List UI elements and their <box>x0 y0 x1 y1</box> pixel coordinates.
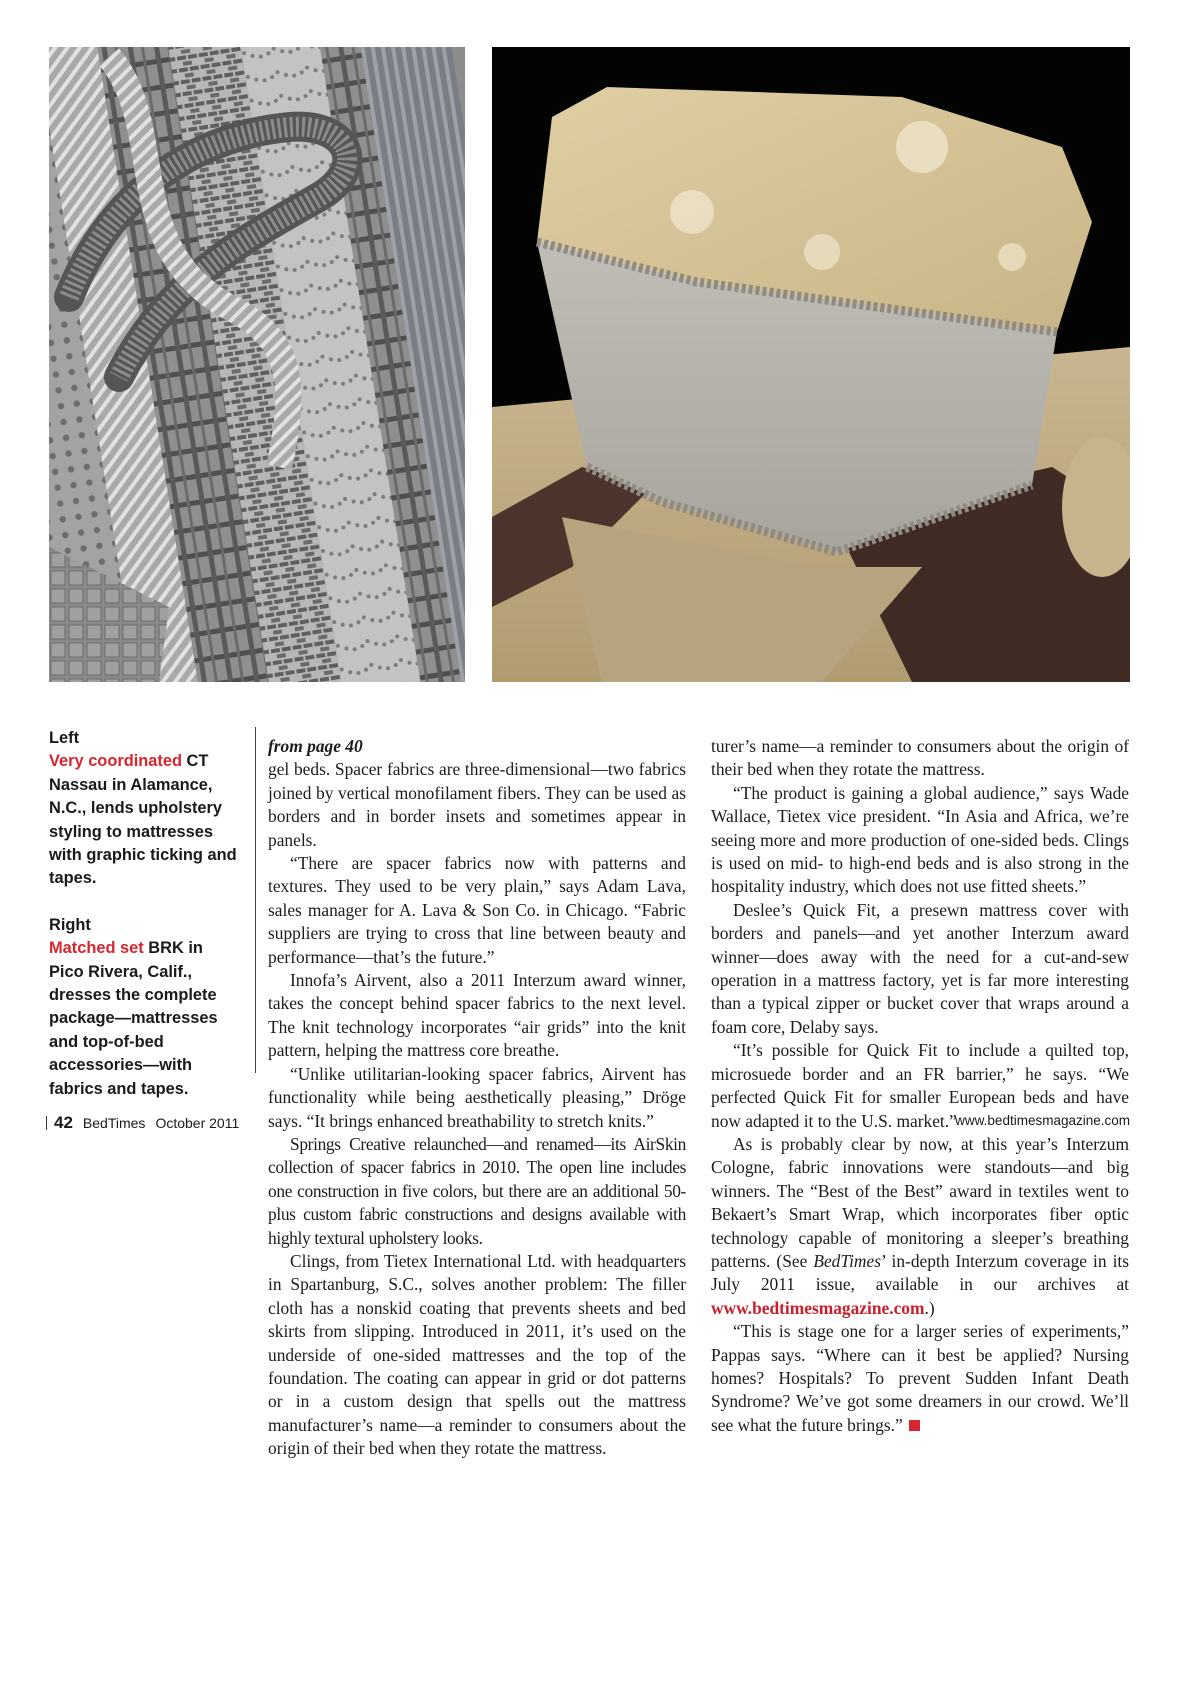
article-paragraph: “There are spacer fabrics now with patterns and textures. They used to be very plain,” says Adam Lava, sales manager for A. Lava & Son Co. in Chicago. “Fabric suppliers are trying to cross that line between beauty and performance—that’s the future.” <box>268 853 686 967</box>
paragraph-text: gel beds. Spacer fabrics are three-dimensional—two fabrics joined by vertical monofilament fibers. They can be used as borders and in border insets and sometimes appear in panels. <box>268 759 686 850</box>
photo-mattress-set <box>492 47 1130 682</box>
article-paragraph <box>268 735 686 852</box>
article-paragraph: “The product is gaining a global audience,” says Wade Wallace, Tietex vice president. “In Asia and Africa, we’re seeing more and more production of one-sided beds. Clings is used on mid- to high-end beds and is also strong in the hospitality industry, which does not use fitted sheets.” <box>711 782 1129 897</box>
caption-right <box>49 914 239 1101</box>
article-paragraph: Clings, from Tietex International Ltd. with headquarters in Spartanburg, S.C., solves another problem: The filler cloth has a nonskid coating that prevents sheets and bed skirts from slipping. Introduced in 2011, it’s used on the underside of one-sided mattresses and the top of the foundation. The coating can appear in grid or dot patterns or in a custom design that spells out the mattress manufacturer’s name—a reminder to consumers about the origin of their bed when they rotate the mattress. <box>268 1250 686 1459</box>
article-column-1 <box>268 735 686 1694</box>
article-paragraph <box>711 1133 1129 1320</box>
caption-right-label: Right <box>49 915 91 934</box>
page-number: 42 <box>54 1113 73 1132</box>
article-paragraph: Innofa’s Airvent, also a 2011 Interzum award winner, takes the concept behind spacer fabrics to the next level. The knit technology incorporates “air grids” into the knit pattern, helping the mattress core breathe. <box>268 970 686 1061</box>
issue-date: October 2011 <box>155 1115 240 1131</box>
column-divider <box>255 727 256 1073</box>
article-paragraph-continued: turer’s name—a reminder to consumers about the origin of their bed when they rotate the mattress. <box>711 736 1129 780</box>
caption-left-label: Left <box>49 729 80 747</box>
article-paragraph: “It’s possible for Quick Fit to include a quilted top, microsuede border and an FR barrier,” he says. “We perfected Quick Fit for smaller European beds and have now adapted it to the U.S. market.” <box>711 1040 1129 1131</box>
footer-divider <box>46 1116 47 1130</box>
paragraph-text: ’ in-depth Interzum coverage in its July 2011 issue, available in our archives at <box>711 1250 1129 1295</box>
continued-from-label: from page 40 <box>268 736 363 756</box>
caption-right-text: BRK in Pico Rivera, Calif., dresses the complete package—mattresses and top-of-bed accessories—with fabrics and tapes. <box>49 939 218 1098</box>
article-paragraph: Deslee’s Quick Fit, a presewn mattress cover with borders and panels—and yet another Interzum award winner—does away with the need for a cut-and-sew operation in a mattress factory, yet is far more interesting than a typical zipper or bucket cover that wraps around a foam core, Delaby says. <box>711 899 1129 1037</box>
caption-left-highlight: Very coordinated <box>49 752 182 771</box>
end-of-article-mark <box>909 1420 920 1431</box>
article-paragraph: “Unlike utilitarian-looking spacer fabrics, Airvent has functionality while being aesthetically pleasing,” Dröge says. “It brings enhanced breathability to stretch knits.” <box>268 1063 686 1131</box>
page-footer-left <box>46 1113 239 1133</box>
caption-right-highlight: Matched set <box>49 939 144 958</box>
article-column-2 <box>711 735 1129 1437</box>
paragraph-text: “This is stage one for a larger series of experiments,” Pappas says. “Where can it best be applied? Nursing homes? Hospitals? To prevent Sudden Infant Death Syndrome? We’ve got some dreamers in our crowd. We’ll see what the future brings.” <box>711 1321 1129 1435</box>
article-paragraph: Springs Creative relaunched—and renamed—its AirSkin collection of spacer fabrics in 2010. The open line includes one construction in five colors, but there are an additional 50-plus custom fabric constructions and designs available with highly textural upholstery looks. <box>268 1133 686 1248</box>
fabric-tapes-illustration <box>49 47 465 682</box>
article-paragraph <box>711 1320 1129 1437</box>
photo-captions <box>49 727 239 1124</box>
magazine-title-italic: BedTimes <box>813 1250 881 1271</box>
paragraph-text: .) <box>924 1297 935 1318</box>
footer-website[interactable]: www.bedtimesmagazine.com <box>955 1113 1130 1128</box>
magazine-name: BedTimes <box>82 1115 146 1131</box>
mattress-illustration <box>492 47 1130 682</box>
paragraph-text: As is probably clear by now, at this year’s Interzum Cologne, fabric innovations were standouts—and big winners. The “Best of the Best” award in textiles went to Bekaert’s Smart Wrap, which incorporates fiber optic technology capable of monitoring a sleeper’s breathing patterns. (See <box>711 1133 1129 1271</box>
caption-left-text: CT Nassau in Alamance, N.C., lends upholstery styling to mattresses with graphic ticking and tapes. <box>49 752 237 888</box>
caption-left <box>49 727 239 891</box>
website-link[interactable]: www.bedtimesmagazine.com <box>711 1297 925 1318</box>
photo-fabric-tapes <box>49 47 465 682</box>
